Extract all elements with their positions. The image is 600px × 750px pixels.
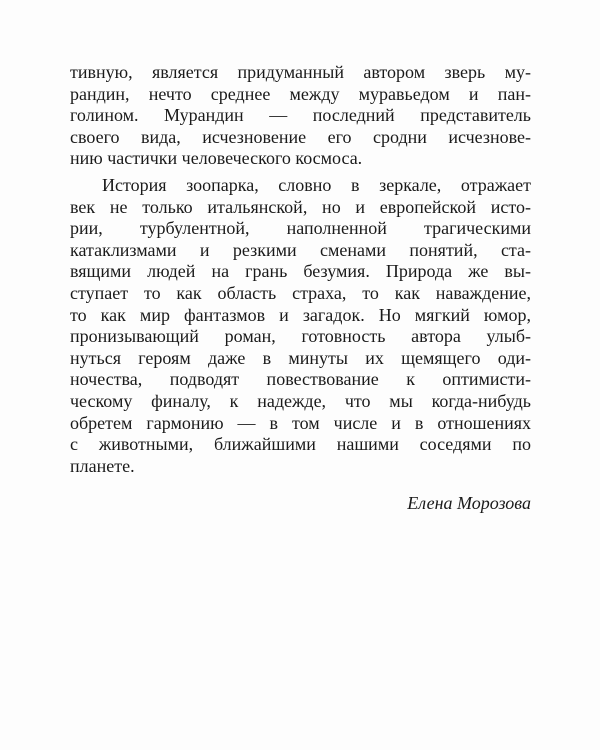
text-line: ступает то как область страха, то как наваждение, [70, 282, 531, 303]
body-text [70, 62, 531, 477]
text-line: История зоопарка, словно в зеркале, отражает [102, 174, 531, 195]
author-signature: Елена Морозова [407, 493, 531, 513]
text-line: обретем гармонию — в том числе и в отношениях [70, 412, 531, 433]
text-line: рандин, нечто среднее между муравьедом и пан- [70, 83, 531, 104]
text-line: нию частички человеческого космоса. [70, 148, 363, 169]
text-line: с животными, ближайшими нашими соседями по [70, 434, 531, 455]
text-line: тивную, является придуманный автором зверь му- [70, 62, 531, 82]
text-line: ночества, подводят повествование к оптимисти- [70, 369, 531, 390]
text-line: вящими людей на грань безумия. Природа же вы- [70, 261, 531, 282]
text-line: нуться героям даже в минуты их щемящего оди- [70, 347, 531, 368]
paragraph-1 [70, 62, 531, 170]
text-line: век не только итальянской, но и европейской исто- [70, 196, 531, 217]
text-line: рии, турбулентной, наполненной трагическими [70, 218, 531, 239]
text-line: ческому финалу, к надежде, что мы когда-нибудь [70, 390, 531, 411]
text-line: своего вида, исчезновение его сродни исчезнове- [70, 126, 531, 147]
text-line: то как мир фантазмов и загадок. Но мягкий юмор, [70, 304, 531, 325]
text-line: голином. Мурандин — последний представитель [70, 105, 531, 126]
text-line: планете. [70, 455, 135, 476]
paragraph-2 [70, 175, 531, 477]
text-line: пронизывающий роман, готовность автора улыб- [70, 326, 531, 347]
text-line: катаклизмами и резкими сменами понятий, ста- [70, 239, 531, 260]
